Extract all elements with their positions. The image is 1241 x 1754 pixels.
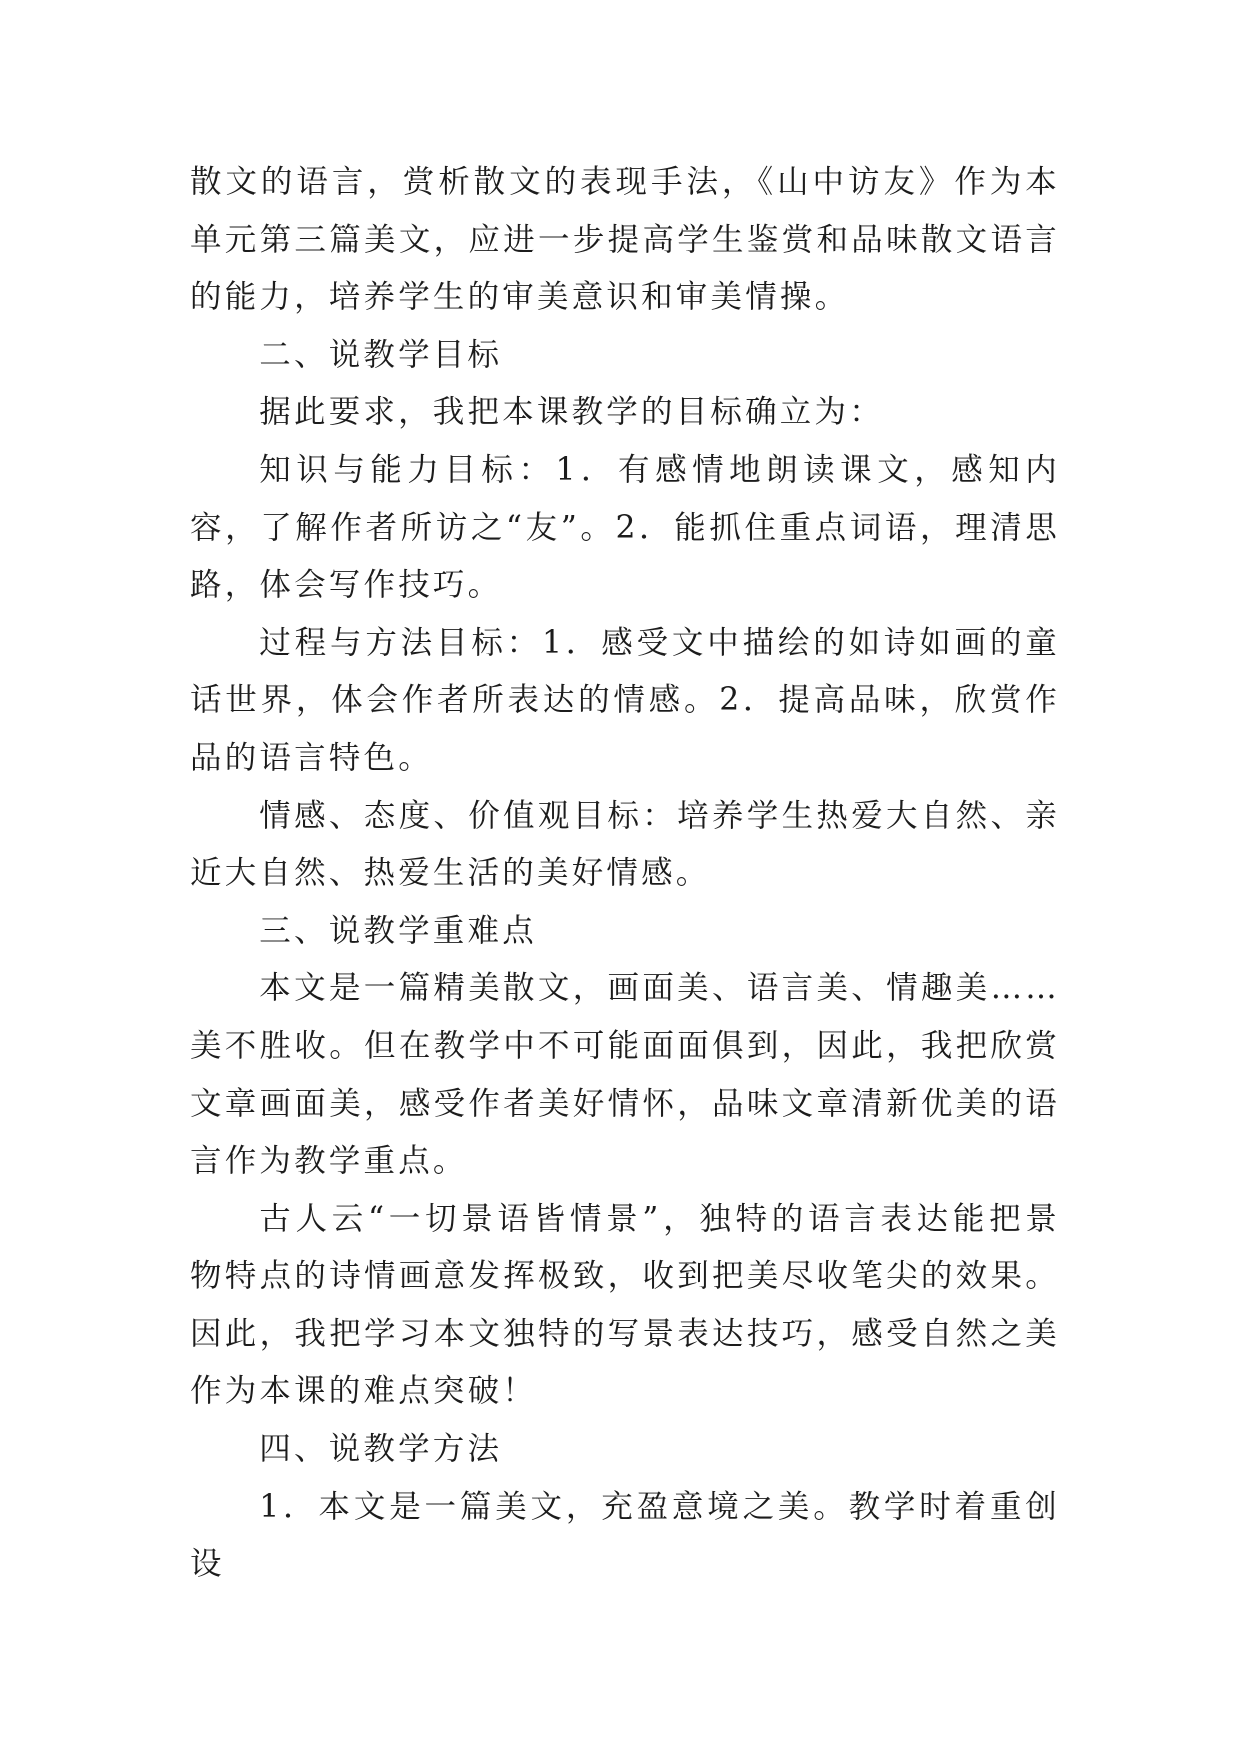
paragraph-knowledge-goals: 知识与能力目标：1．有感情地朗读课文，感知内容，了解作者所访之“友”。2．能抓住重点词语，理清思路，体会写作技巧。 [190, 451, 1060, 604]
paragraph-emotion-goals: 情感、态度、价值观目标：培养学生热爱大自然、亲近大自然、热爱生活的美好情感。 [190, 797, 1060, 892]
section-heading-teaching-goals: 二、说教学目标 [259, 336, 503, 373]
section-heading-key-points: 三、说教学重难点 [259, 912, 537, 949]
body-text [190, 154, 1060, 1594]
paragraph-key-points: 本文是一篇精美散文，画面美、语言美、情趣美……美不胜收。但在教学中不可能面面俱到，因此，我把欣赏文章画面美，感受作者美好情怀，品味文章清新优美的语言作为教学重点。 [190, 970, 1060, 1180]
paragraph-method-1: 1．本文是一篇美文，充盈意境之美。教学时着重创设 [190, 1488, 1060, 1583]
paragraph-difficult-points: 古人云“一切景语皆情景”，独特的语言表达能把景物特点的诗情画意发挥极致，收到把美尽收笔尖的效果。因此，我把学习本文独特的写景表达技巧，感受自然之美作为本课的难点突破！ [190, 1200, 1060, 1410]
paragraph-goals-intro: 据此要求，我把本课教学的目标确立为： [259, 394, 884, 431]
section-heading-teaching-methods: 四、说教学方法 [259, 1431, 503, 1468]
paragraph-process-goals: 过程与方法目标：1．感受文中描绘的如诗如画的童话世界，体会作者所表达的情感。2．提高品味，欣赏作品的语言特色。 [190, 624, 1060, 776]
paragraph-continuation: 散文的语言，赏析散文的表现手法，《山中访友》作为本单元第三篇美文，应进一步提高学生鉴赏和品味散文语言的能力，培养学生的审美意识和审美情操。 [190, 164, 1060, 316]
